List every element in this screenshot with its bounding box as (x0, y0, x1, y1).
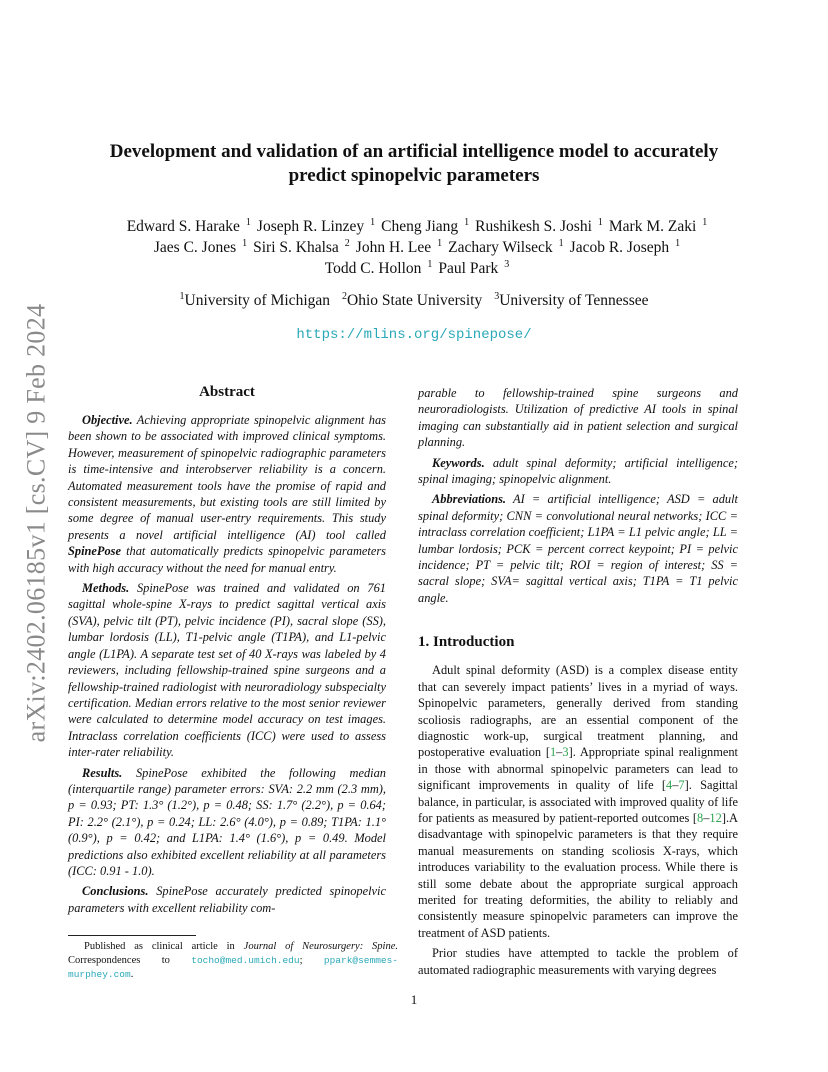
citation-dash: – (556, 745, 563, 760)
author-affiliation-mark: 1 (464, 216, 470, 228)
keywords-label: Keywords. (432, 455, 485, 470)
author-list (70, 216, 758, 279)
intro-text-b: ]. Appropriate spinal realignment in those with abnormal spinopelvic parameters can lead to significant improvements in quality of life [ (418, 745, 738, 793)
methods-label: Methods. (82, 581, 130, 596)
left-column (68, 382, 386, 920)
author-name: Todd C. Hollon (324, 260, 422, 277)
intro-text-d: ].A disadvantage with spinopelvic parameters is that they require manual measurements on standing scoliosis X-rays, which introduces variability to the evaluation process. While there is still some debate about the appropriate surgical approach merited for treating deformities, the ability to reliably and consistently measure spinopelvic parameters can improve the treatment of ASD patients. (418, 810, 738, 940)
project-url[interactable]: https://mlins.org/spinepose/ (296, 327, 532, 343)
introduction-paragraph-2: Prior studies have attempted to tackle the problem of automated radiographic measurements with varying degrees (418, 946, 738, 977)
results-label: Results. (82, 765, 123, 780)
author-affiliation-mark: 1 (245, 216, 251, 228)
intro-text-c: ]. Sagittal balance, in particular, is associated with improved quality of life for patients as measured by patient-reported outcomes [ (418, 778, 738, 825)
paper-title-line-1: Development and validation of an artificial intelligence model to accurately (109, 141, 719, 162)
author-name: Siri S. Khalsa (253, 239, 339, 256)
affiliation-list (70, 290, 758, 311)
paper-title (70, 140, 758, 188)
spinepose-name: SpinePose (68, 544, 122, 559)
right-column (418, 385, 738, 982)
author-name: Edward S. Harake (126, 218, 240, 235)
abstract-results (68, 765, 386, 880)
author-name: Zachary Wilseck (448, 239, 553, 256)
author-name: Paul Park (438, 260, 499, 277)
author-affiliation-mark: 1 (702, 216, 708, 228)
author-affiliation-mark: 1 (427, 258, 433, 270)
citation-dash: – (672, 778, 679, 793)
author-affiliation-mark: 1 (558, 237, 564, 249)
footnote-text-b: Correspondences to (68, 955, 170, 966)
affiliation-number: 2 (342, 290, 348, 302)
citation-link[interactable]: 1 (549, 745, 557, 760)
author-name: Jaes C. Jones (153, 239, 237, 256)
objective-text-b: that automatically predicts spinopelvic parameters with high accuracy without the need for manual entry. (68, 544, 386, 575)
affiliation-name: University of Michigan (184, 292, 331, 309)
arxiv-identifier-text: arXiv:2402.06185v1 [cs.CV] 9 Feb 2024 (21, 303, 50, 743)
author-name: Joseph R. Linzey (256, 218, 365, 235)
author-name: Cheng Jiang (381, 218, 459, 235)
citation-link[interactable]: 7 (678, 778, 685, 793)
methods-text: SpinePose was trained and validated on 761 sagittal whole-spine X-rays to predict sagittal vertical axis (SVA), pelvic tilt (PT), pelvic incidence (PI), sacral slope (SS), lumbar lordosis (LL), T1-pelvic angle (T1PA), and L1-pelvic angle (L1PA). A separate test set of 40 X-rays was labeled by 4 reviewers, including fellowship-trained spine surgeons and a fellowship-trained radiologist with neuroradiology subspecialty certification. Median errors relative to the most senior reviewer were calculated to determine model accuracy on test images. Intraclass correlation coefficients (ICC) were used to assess inter-rater reliability. (68, 581, 386, 760)
arxiv-identifier-stamp (14, 288, 58, 758)
author-line (70, 258, 758, 279)
author-affiliation-mark: 1 (370, 216, 376, 228)
affiliation-number: 1 (179, 290, 185, 302)
conclusions-label: Conclusions. (82, 884, 149, 899)
author-affiliation-mark: 3 (504, 258, 510, 270)
paper-title-line-2: predict spinopelvic parameters (288, 165, 540, 186)
author-affiliation-mark: 1 (597, 216, 603, 228)
journal-name: Journal of Neurosurgery: Spine. (243, 941, 398, 952)
author-affiliation-mark: 2 (344, 237, 350, 249)
affiliation-name: University of Tennessee (499, 292, 649, 309)
keywords (418, 455, 738, 488)
affiliation-name: Ohio State University (347, 292, 483, 309)
abstract-conclusions (68, 883, 386, 916)
affiliation (494, 292, 648, 309)
objective-text-a: Achieving appropriate spinopelvic alignment has been shown to be associated with improved clinical symptoms. However, measurement of spinopelvic radiographic parameters is time-intensive and interobserver reliability is a concern. Automated measurement tools have the promise of rapid and consistent measurements, but existing tools are still limited by some degree of manual user-entry requirements. This study presents a novel artificial intelligence (AI) tool called (68, 413, 387, 542)
author-name: Mark M. Zaki (608, 218, 697, 235)
abbreviations-label: Abbreviations. (432, 492, 507, 507)
citation-link[interactable]: 4 (666, 778, 673, 793)
affiliation (342, 292, 482, 309)
results-text: SpinePose exhibited the following median (interquartile range) parameter errors: SVA: 2.2 mm (2.3 mm), p = 0.93; PT: 1.3° (1.2°), p = 0.48; SS: 1.7° (2.2°), p = 0.64; PI: 2.2° (2.1°), p = 0.24; LL: 2.6° (4.0°), p = 0.89; T1PA: 1.1° (0.9°), p = 0.42; and L1PA: 1.4° (1.6°), p = 0.49. Model predictions also exhibited excellent reliability at all parameters (ICC: 0.91 - 1.0). (68, 765, 386, 878)
citation-link[interactable]: 3 (562, 745, 569, 760)
abbreviations (418, 491, 738, 606)
abstract-heading: Abstract (199, 384, 255, 400)
affiliation-number: 3 (494, 290, 500, 302)
email-link[interactable]: ppark@semmes-murphey.com (68, 955, 399, 980)
introduction-paragraph-1 (418, 662, 738, 941)
author-name: John H. Lee (355, 239, 432, 256)
page-number: 1 (410, 992, 418, 1007)
abstract-conclusions-continued: parable to fellowship-trained spine surgeons and neuroradiologists. Utilization of predictive AI tools in spinal imaging can substantially aid in patient selection and surgical planning. (418, 386, 738, 450)
conclusions-text-left: SpinePose accurately predicted spinopelvic parameters with excellent reliability com- (68, 884, 386, 915)
footnote-end: . (130, 969, 134, 980)
citation-link[interactable]: 12 (709, 810, 722, 825)
author-line (70, 216, 758, 237)
objective-label: Objective. (82, 413, 133, 427)
footnote-text-a: Published as clinical article in (84, 941, 235, 952)
author-line (70, 237, 758, 258)
author-affiliation-mark: 1 (242, 237, 248, 249)
citation-dash: – (703, 810, 710, 825)
keywords-text: adult spinal deformity; artificial intelligence; spinal imaging; spinopelvic alignment. (418, 455, 738, 487)
abbreviations-text: AI = artificial intelligence; ASD = adult spinal deformity; CNN = convolutional neural networks; ICC = intraclass correlation coefficient; L1PA = L1 pelvic angle; LL = lumbar lordosis; PCK = percent correct keypoint; PI = pelvic incidence; PT = pelvic tilt; ROI = region of interest; SS = sacral slope; SVA= sagittal vertical axis; T1PA = T1 pelvic angle. (418, 492, 738, 605)
abstract-methods (68, 580, 386, 760)
footnote-divider (68, 935, 196, 936)
introduction-heading: 1. Introduction (418, 634, 515, 651)
email-separator: ; (299, 955, 303, 966)
email-link[interactable]: tocho@med.umich.edu (191, 955, 300, 966)
footnote (68, 940, 398, 982)
author-affiliation-mark: 1 (437, 237, 443, 249)
author-affiliation-mark: 1 (675, 237, 681, 249)
author-name: Jacob R. Joseph (569, 239, 670, 256)
intro-text-a: Adult spinal deformity (ASD) is a complex disease entity that can severely impact patients’ lives in a myriad of ways. Spinopelvic parameters, generally derived from standing scoliosis radiographs, are an essential component of the diagnostic work-up, surgical treatment planning, and postoperative evaluation [ (418, 663, 738, 760)
affiliation (180, 292, 331, 309)
citation-link[interactable]: 8 (697, 810, 704, 825)
author-name: Rushikesh S. Joshi (475, 218, 592, 235)
abstract-objective (68, 412, 386, 576)
